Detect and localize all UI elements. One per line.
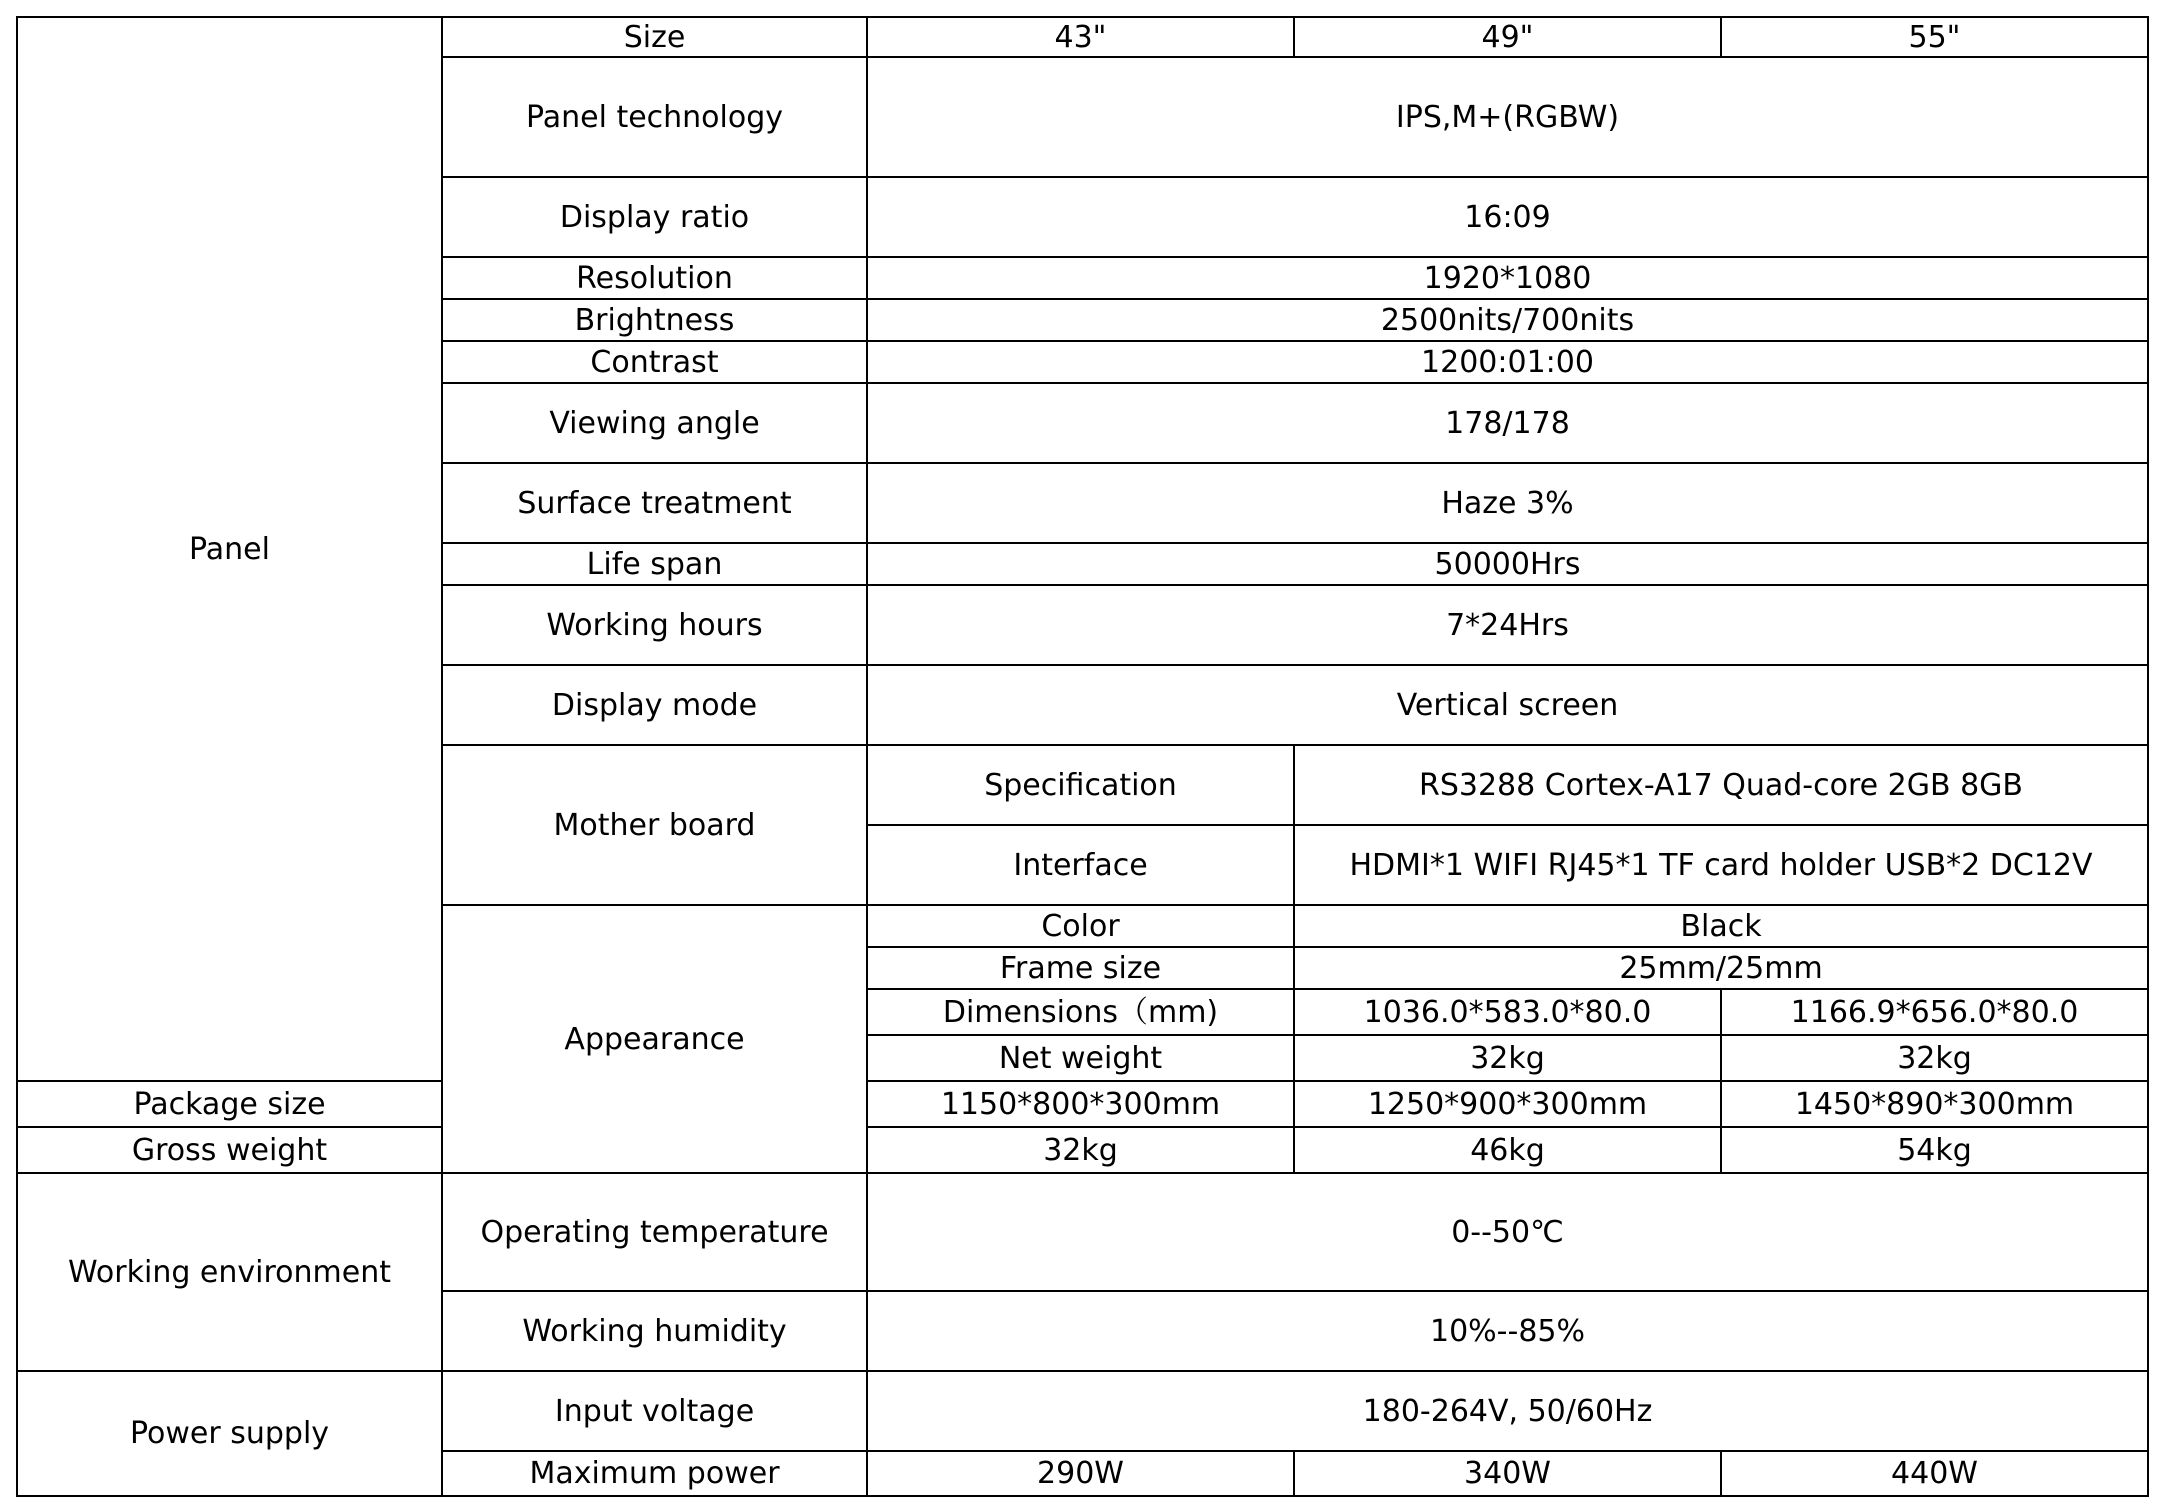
row-value-maximum-power-43: 290W — [867, 1451, 1294, 1496]
row-value-package-size-55: 1450*890*300mm — [1721, 1081, 2148, 1127]
row-value-net-weight-49: 32kg — [1721, 1035, 2148, 1081]
section-panel-label: Panel — [17, 17, 442, 1081]
size-55-header: 55" — [1721, 17, 2148, 57]
size-43-header: 43" — [867, 17, 1294, 57]
row-label-life-span: Life span — [442, 543, 867, 585]
row-value-package-size-49: 1250*900*300mm — [1294, 1081, 1721, 1127]
row-value-input-voltage: 180-264V, 50/60Hz — [867, 1371, 2148, 1451]
row-value-contrast: 1200:01:00 — [867, 341, 2148, 383]
section-mother-board-label: Mother board — [442, 745, 867, 905]
row-value-life-span: 50000Hrs — [867, 543, 2148, 585]
row-label-frame-size: Frame size — [867, 947, 1294, 989]
row-value-interface: HDMI*1 WIFI RJ45*1 TF card holder USB*2 DC12V — [1294, 825, 2148, 905]
row-value-resolution: 1920*1080 — [867, 257, 2148, 299]
row-label-gross-weight: Gross weight — [17, 1127, 442, 1173]
row-label-panel-technology: Panel technology — [442, 57, 867, 177]
row-value-dimensions-43: 1036.0*583.0*80.0 — [1294, 989, 1721, 1035]
row-label-working-humidity: Working humidity — [442, 1291, 867, 1371]
row-value-surface-treatment: Haze 3% — [867, 463, 2148, 543]
table-row — [17, 1127, 2148, 1173]
row-value-maximum-power-49: 340W — [1294, 1451, 1721, 1496]
row-value-dimensions-49: 1166.9*656.0*80.0 — [1721, 989, 2148, 1035]
row-value-working-humidity: 10%--85% — [867, 1291, 2148, 1371]
row-label-specification: Specification — [867, 745, 1294, 825]
table-row — [17, 1173, 2148, 1291]
row-label-net-weight: Net weight — [867, 1035, 1294, 1081]
row-label-display-ratio: Display ratio — [442, 177, 867, 257]
row-label-dimensions: Dimensions（mm) — [867, 989, 1294, 1035]
row-label-color: Color — [867, 905, 1294, 947]
row-value-viewing-angle: 178/178 — [867, 383, 2148, 463]
row-label-package-size: Package size — [17, 1081, 442, 1127]
row-label-interface: Interface — [867, 825, 1294, 905]
row-label-brightness: Brightness — [442, 299, 867, 341]
row-label-contrast: Contrast — [442, 341, 867, 383]
row-label-input-voltage: Input voltage — [442, 1371, 867, 1451]
row-value-frame-size: 25mm/25mm — [1294, 947, 2148, 989]
row-value-gross-weight-49: 46kg — [1294, 1127, 1721, 1173]
row-value-color: Black — [1294, 905, 2148, 947]
row-value-display-mode: Vertical screen — [867, 665, 2148, 745]
table-row — [17, 1081, 2148, 1127]
table-row — [17, 1371, 2148, 1451]
row-label-resolution: Resolution — [442, 257, 867, 299]
row-value-operating-temperature: 0--50℃ — [867, 1173, 2148, 1291]
size-49-header: 49" — [1294, 17, 1721, 57]
row-value-panel-technology: IPS,M+(RGBW) — [867, 57, 2148, 177]
row-label-surface-treatment: Surface treatment — [442, 463, 867, 543]
section-working-environment-label: Working environment — [17, 1173, 442, 1371]
row-value-package-size-43: 1150*800*300mm — [867, 1081, 1294, 1127]
row-label-working-hours: Working hours — [442, 585, 867, 665]
row-label-viewing-angle: Viewing angle — [442, 383, 867, 463]
row-value-gross-weight-55: 54kg — [1721, 1127, 2148, 1173]
row-value-working-hours: 7*24Hrs — [867, 585, 2148, 665]
row-label-operating-temperature: Operating temperature — [442, 1173, 867, 1291]
size-header-row — [17, 17, 2148, 57]
section-power-supply-label: Power supply — [17, 1371, 442, 1496]
spec-table — [16, 16, 2149, 1497]
section-appearance-label: Appearance — [442, 905, 867, 1173]
row-value-gross-weight-43: 32kg — [867, 1127, 1294, 1173]
row-value-brightness: 2500nits/700nits — [867, 299, 2148, 341]
row-value-net-weight-43: 32kg — [1294, 1035, 1721, 1081]
row-value-display-ratio: 16:09 — [867, 177, 2148, 257]
size-header-label: Size — [442, 17, 867, 57]
row-value-maximum-power-55: 440W — [1721, 1451, 2148, 1496]
row-value-specification: RS3288 Cortex-A17 Quad-core 2GB 8GB — [1294, 745, 2148, 825]
row-label-maximum-power: Maximum power — [442, 1451, 867, 1496]
row-label-display-mode: Display mode — [442, 665, 867, 745]
